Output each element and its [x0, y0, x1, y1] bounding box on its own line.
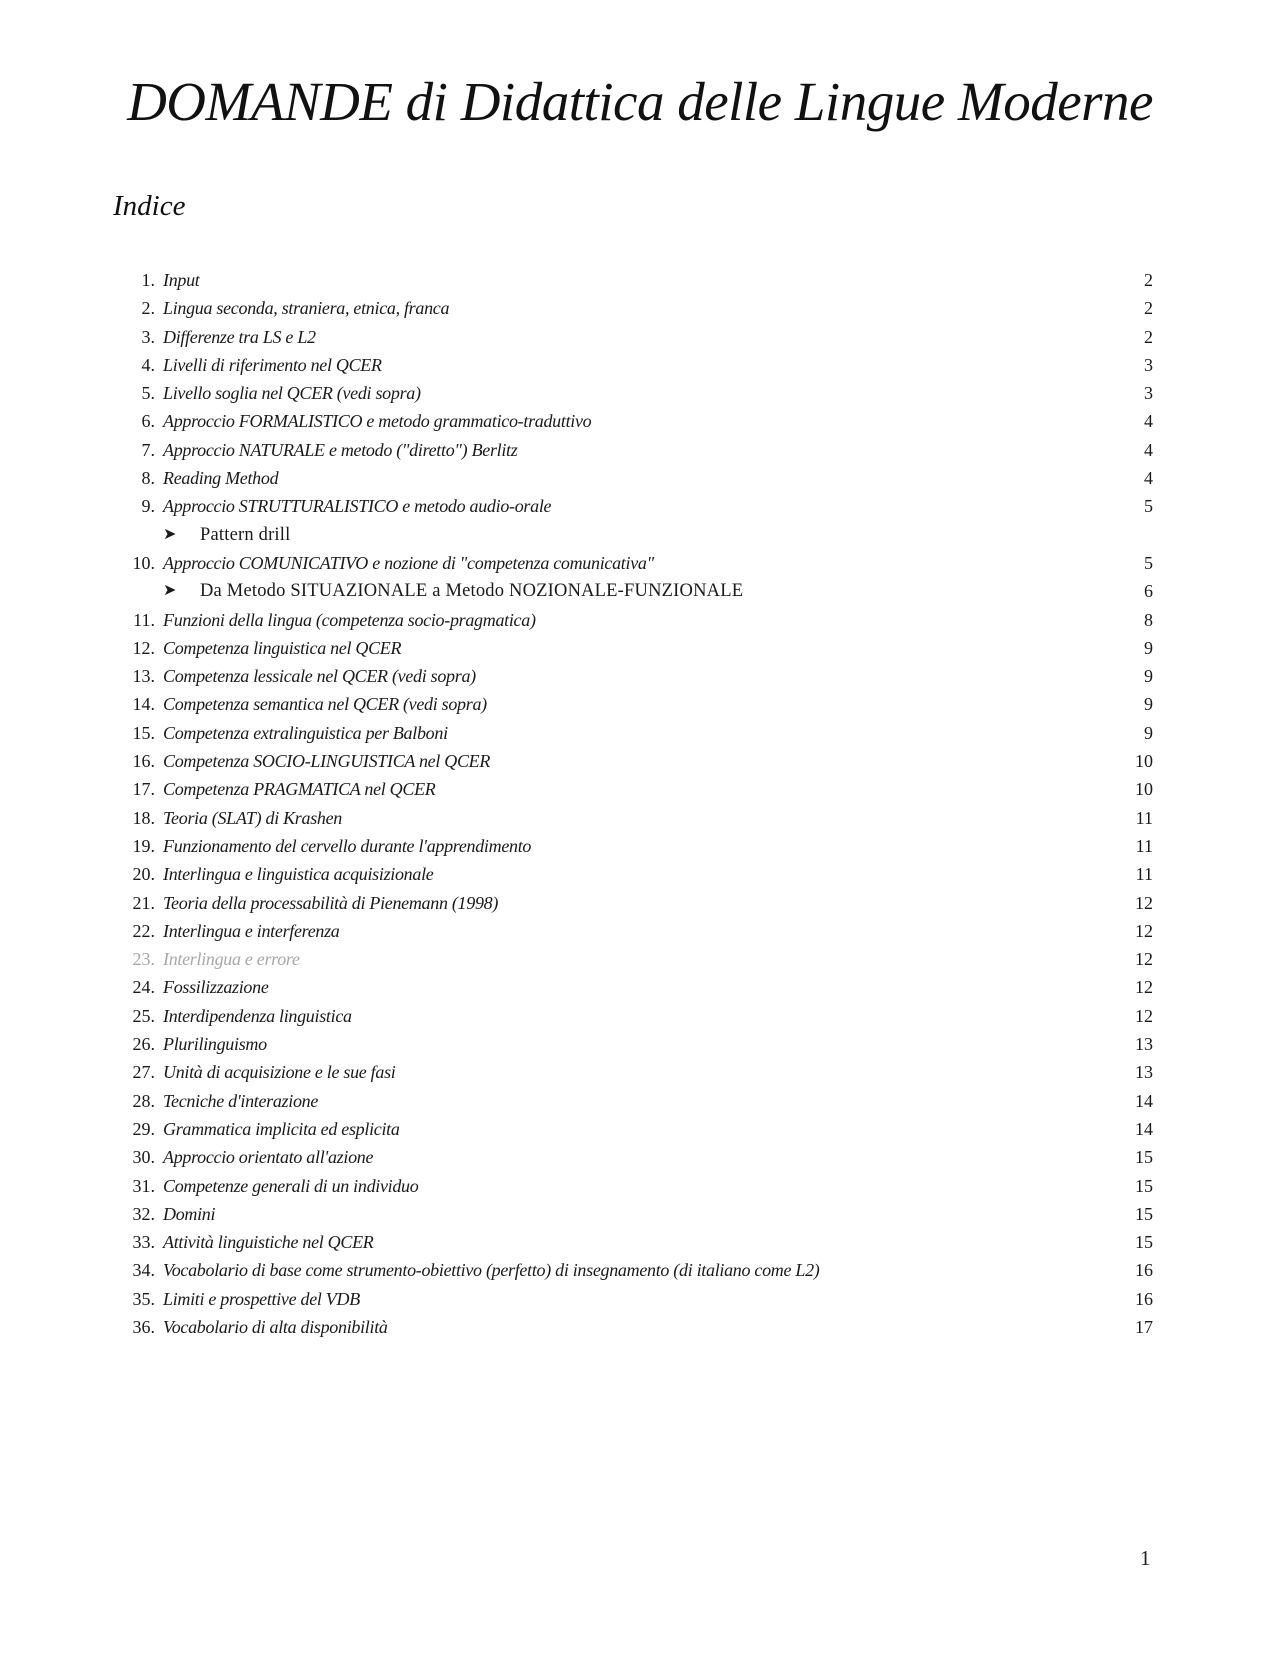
toc-entry-page: 11	[1135, 835, 1153, 856]
toc-entry-number: 29.	[132, 1118, 155, 1139]
toc-entry-label: Grammatica implicita ed esplicita	[163, 1118, 400, 1139]
toc-entry-number: 22.	[132, 920, 155, 941]
toc-subentry[interactable]	[113, 521, 1153, 549]
toc-entry-page: 15	[1135, 1232, 1153, 1253]
toc-entry-label: Interlingua e errore	[163, 949, 300, 970]
toc-entry[interactable]	[113, 690, 1153, 718]
toc-entry-number: 32.	[132, 1203, 155, 1224]
toc-entry[interactable]	[113, 436, 1153, 464]
toc-entry-label: Competenza PRAGMATICA nel QCER	[163, 779, 436, 800]
toc-entry-page: 14	[1135, 1118, 1153, 1139]
toc-entry-label: Approccio NATURALE e metodo ("diretto") Berlitz	[163, 439, 518, 460]
toc-entry-number: 36.	[132, 1316, 155, 1337]
toc-entry-label: Pattern drill	[200, 524, 291, 545]
toc-entry-label: Funzioni della lingua (competenza socio-pragmatica)	[163, 609, 536, 630]
toc-entry-number: 12.	[132, 637, 155, 658]
toc-entry-label: Competenza lessicale nel QCER (vedi sopra)	[163, 666, 476, 687]
toc-entry-page: 12	[1135, 1005, 1153, 1026]
toc-entry-label: Da Metodo SITUAZIONALE a Metodo NOZIONALE-FUNZIONALE	[200, 581, 744, 602]
toc-entry-label: Approccio orientato all'azione	[163, 1147, 374, 1168]
toc-entry[interactable]	[113, 832, 1153, 860]
toc-entry-page: 9	[1144, 722, 1153, 743]
toc-entry-label: Interdipendenza linguistica	[163, 1005, 352, 1026]
toc-entry-number: 11.	[133, 609, 155, 630]
toc-entry-number: 15.	[132, 722, 155, 743]
toc-entry-number: 35.	[132, 1288, 155, 1309]
toc-entry-number: 14.	[132, 694, 155, 715]
toc-entry[interactable]	[113, 351, 1153, 379]
toc-entry-number: 9.	[141, 496, 155, 517]
toc-entry[interactable]	[113, 1313, 1153, 1341]
toc-entry-label: Approccio COMUNICATIVO e nozione di "competenza comunicativa"	[163, 552, 654, 573]
toc-entry-number: 13.	[132, 666, 155, 687]
toc-entry-page: 5	[1144, 552, 1153, 573]
toc-entry-page: 2	[1144, 298, 1153, 319]
toc-entry-label: Input	[163, 270, 200, 290]
toc-entry[interactable]	[113, 804, 1153, 832]
toc-entry[interactable]	[113, 747, 1153, 775]
toc-entry-page: 4	[1144, 411, 1153, 432]
toc-entry-number: 1.	[141, 270, 155, 290]
toc-entry-page: 15	[1135, 1175, 1153, 1196]
toc-entry-page: 9	[1144, 637, 1153, 658]
toc-entry-page: 2	[1144, 326, 1153, 347]
toc-entry-label: Livello soglia nel QCER (vedi sopra)	[163, 383, 421, 404]
toc-entry-number: 10.	[132, 552, 155, 573]
toc-entry-page: 2	[1144, 270, 1153, 290]
toc-entry-number: 3.	[141, 326, 155, 347]
toc-entry-number: 20.	[132, 864, 155, 885]
toc-entry-number: 17.	[132, 779, 155, 800]
toc-entry-number: 4.	[141, 354, 155, 375]
toc-entry-page: 12	[1135, 949, 1153, 970]
toc-entry-label: Vocabolario di base come strumento-obiettivo (perfetto) di insegnamento (di italiano come L2)	[163, 1260, 820, 1281]
toc-entry-page: 4	[1144, 468, 1153, 489]
toc-entry-page: 12	[1135, 920, 1153, 941]
toc-entry-number: 16.	[132, 751, 155, 772]
toc-entry-number: 33.	[132, 1232, 155, 1253]
toc-entry-page: 6	[1144, 581, 1153, 602]
toc-entry-number: 21.	[132, 892, 155, 913]
toc-entry-page: 13	[1135, 1062, 1153, 1083]
toc-entry-label: Approccio STRUTTURALISTICO e metodo audio-orale	[163, 496, 552, 517]
arrowhead-bullet-icon: ➤	[163, 525, 177, 543]
toc-entry[interactable]	[113, 1002, 1153, 1030]
toc-entry-number: 18.	[132, 807, 155, 828]
toc-entry-label: Competenza linguistica nel QCER	[163, 637, 402, 658]
toc-entry-label: Fossilizzazione	[163, 977, 269, 998]
index-heading: Indice	[113, 190, 186, 222]
toc-entry[interactable]	[113, 464, 1153, 492]
toc-entry[interactable]	[113, 973, 1153, 1001]
toc-entry-label: Attività linguistiche nel QCER	[163, 1232, 374, 1253]
toc-entry[interactable]	[113, 1058, 1153, 1086]
toc-entry-number: 8.	[141, 468, 155, 489]
toc-entry-label: Competenza SOCIO-LINGUISTICA nel QCER	[163, 751, 491, 772]
toc-entry[interactable]	[113, 917, 1153, 945]
toc-entry-number: 6.	[141, 411, 155, 432]
toc-entry-page: 8	[1144, 609, 1153, 630]
toc-entry-label: Reading Method	[163, 468, 279, 489]
toc-entry-label: Interlingua e linguistica acquisizionale	[163, 864, 434, 885]
toc-entry[interactable]	[113, 1256, 1153, 1284]
toc-entry-number: 24.	[132, 977, 155, 998]
toc-entry-label: Approccio FORMALISTICO e metodo grammatico-traduttivo	[163, 411, 592, 432]
toc-entry-label: Limiti e prospettive del VDB	[163, 1288, 360, 1309]
toc-entry[interactable]	[113, 323, 1153, 351]
toc-entry-label: Tecniche d'interazione	[163, 1090, 319, 1111]
toc-entry-label: Differenze tra LS e L2	[163, 326, 316, 347]
toc-entry-page: 17	[1135, 1316, 1153, 1337]
toc-entry-page: 3	[1144, 383, 1153, 404]
toc-entry[interactable]	[113, 945, 1153, 973]
toc-entry-number: 2.	[141, 298, 155, 319]
toc-entry[interactable]	[113, 860, 1153, 888]
toc-entry-number: 26.	[132, 1034, 155, 1055]
toc-entry-number: 5.	[141, 383, 155, 404]
toc-entry-label: Competenza semantica nel QCER (vedi sopra)	[163, 694, 487, 715]
toc-entry-label: Interlingua e interferenza	[163, 920, 340, 941]
arrowhead-bullet-icon: ➤	[163, 582, 177, 600]
toc-entry-number: 23.	[132, 949, 155, 970]
toc-entry-label: Teoria (SLAT) di Krashen	[163, 807, 342, 828]
toc-entry-page: 16	[1135, 1288, 1153, 1309]
toc-entry-page: 3	[1144, 354, 1153, 375]
toc-entry[interactable]	[113, 379, 1153, 407]
toc-entry-number: 7.	[141, 439, 155, 460]
toc-entry[interactable]	[113, 549, 1153, 577]
toc-entry-label: Plurilinguismo	[163, 1034, 267, 1055]
toc-entry[interactable]	[113, 1030, 1153, 1058]
toc-entry-label: Vocabolario di alta disponibilità	[163, 1316, 388, 1337]
toc-entry[interactable]	[113, 889, 1153, 917]
toc-entry[interactable]	[113, 492, 1153, 520]
toc-entry-page: 15	[1135, 1203, 1153, 1224]
toc-entry-page: 10	[1135, 779, 1153, 800]
toc-entry-page: 11	[1135, 864, 1153, 885]
table-of-contents	[113, 266, 1153, 1341]
toc-entry[interactable]	[113, 662, 1153, 690]
toc-entry-page: 4	[1144, 439, 1153, 460]
toc-entry-page: 12	[1135, 977, 1153, 998]
toc-entry[interactable]	[113, 775, 1153, 803]
toc-entry-number: 19.	[132, 835, 155, 856]
toc-entry-page: 11	[1135, 807, 1153, 828]
toc-entry[interactable]	[113, 719, 1153, 747]
toc-entry-page: 14	[1135, 1090, 1153, 1111]
toc-entry-number: 34.	[132, 1260, 155, 1281]
toc-entry[interactable]	[113, 1172, 1153, 1200]
toc-entry[interactable]	[113, 1200, 1153, 1228]
toc-entry-label: Domini	[163, 1203, 216, 1224]
toc-entry-number: 31.	[132, 1175, 155, 1196]
toc-entry[interactable]	[113, 1115, 1153, 1143]
toc-entry-number: 28.	[132, 1090, 155, 1111]
toc-entry-label: Unità di acquisizione e le sue fasi	[163, 1062, 396, 1083]
toc-entry-label: Funzionamento del cervello durante l'apprendimento	[163, 835, 532, 856]
document-title: DOMANDE di Didattica delle Lingue Moderne	[127, 71, 1153, 132]
toc-entry-label: Lingua seconda, straniera, etnica, franca	[163, 298, 450, 319]
toc-entry[interactable]	[113, 1228, 1153, 1256]
toc-entry[interactable]	[113, 1143, 1153, 1171]
toc-entry-label: Competenza extralinguistica per Balboni	[163, 722, 448, 743]
toc-entry[interactable]	[113, 1285, 1153, 1313]
toc-entry-page: 13	[1135, 1034, 1153, 1055]
toc-entry-page: 9	[1144, 666, 1153, 687]
toc-entry-label: Teoria della processabilità di Pienemann (1998)	[163, 892, 499, 913]
toc-subentry[interactable]	[113, 577, 1153, 605]
toc-entry-page: 16	[1135, 1260, 1153, 1281]
toc-entry-page: 12	[1135, 892, 1153, 913]
toc-entry[interactable]	[113, 266, 1153, 294]
toc-entry[interactable]	[113, 294, 1153, 322]
toc-entry-page: 15	[1135, 1147, 1153, 1168]
toc-entry-number: 30.	[132, 1147, 155, 1168]
toc-entry-page: 10	[1135, 751, 1153, 772]
toc-entry[interactable]	[113, 407, 1153, 435]
toc-entry[interactable]	[113, 634, 1153, 662]
toc-entry-number: 25.	[132, 1005, 155, 1026]
page-number: 1	[1140, 1546, 1151, 1570]
toc-entry-number: 27.	[132, 1062, 155, 1083]
toc-entry-label: Livelli di riferimento nel QCER	[163, 354, 382, 375]
toc-entry[interactable]	[113, 1087, 1153, 1115]
toc-entry-label: Competenze generali di un individuo	[163, 1175, 419, 1196]
toc-entry-page: 9	[1144, 694, 1153, 715]
toc-entry[interactable]	[113, 606, 1153, 634]
toc-entry-page: 5	[1144, 496, 1153, 517]
